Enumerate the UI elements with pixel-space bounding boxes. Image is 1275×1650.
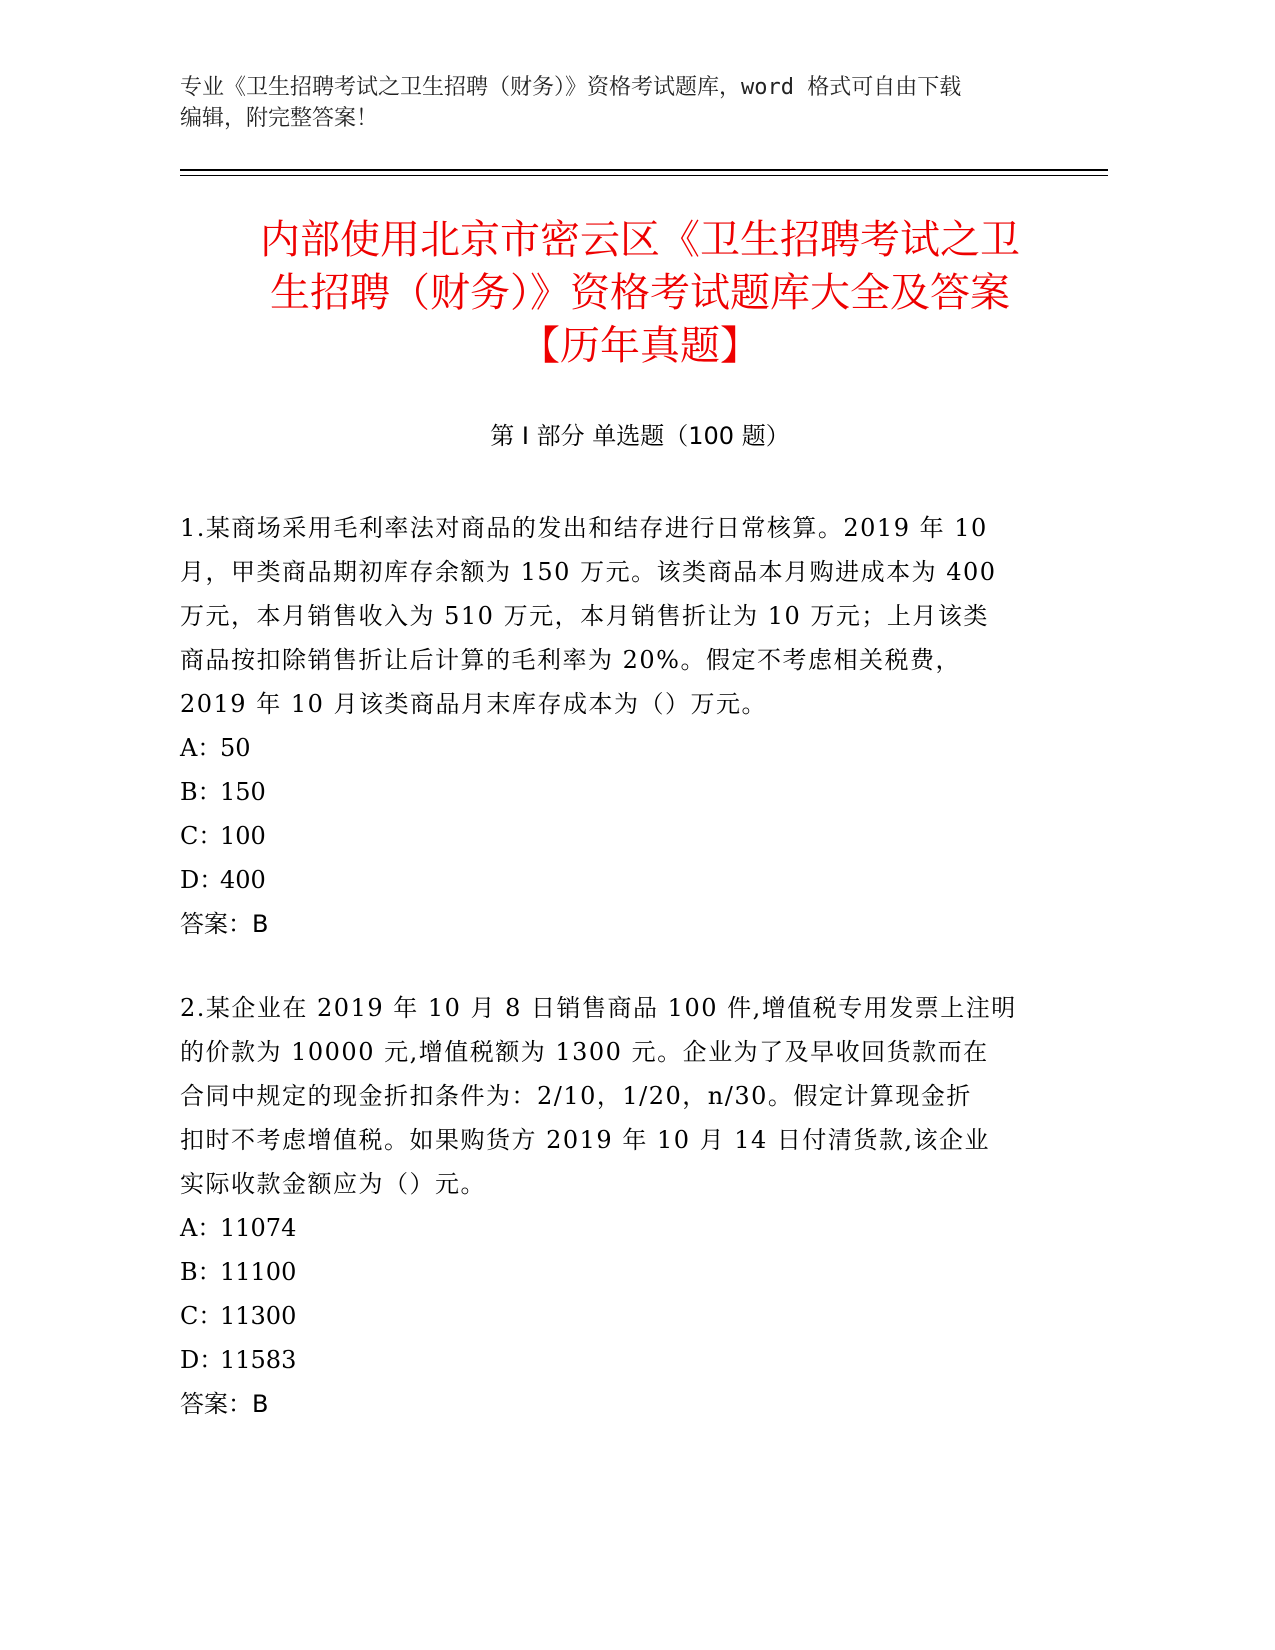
option-a — [180, 726, 1040, 770]
section-heading: 第 I 部分 单选题（100 题） — [490, 422, 790, 450]
option-d — [180, 1338, 1040, 1382]
stem-line: 实际收款金额应为（）元。 — [180, 1170, 486, 1198]
option-letter: D： — [180, 866, 224, 894]
option-letter: B： — [180, 778, 222, 806]
option-a — [180, 1206, 1040, 1250]
stem-line: 的价款为 10000 元,增值税额为 1300 元。企业为了及早收回货款而在 — [180, 1038, 989, 1066]
option-value: 11583 — [220, 1346, 297, 1374]
stem-line: 2.某企业在 2019 年 10 月 8 日销售商品 100 件,增值税专用发票上注明 — [180, 994, 1017, 1022]
answer-line: 答案：B — [180, 1390, 269, 1418]
stem-line: 扣时不考虑增值税。如果购货方 2019 年 10 月 14 日付清货款,该企业 — [180, 1126, 991, 1154]
answer-line: 答案：B — [180, 910, 269, 938]
option-letter: D： — [180, 1346, 224, 1374]
option-value: 100 — [220, 822, 266, 850]
header-note-line: 编辑，附完整答案！ — [180, 106, 379, 131]
option-b — [180, 1250, 1040, 1294]
stem-line: 月，甲类商品期初库存余额为 150 万元。该类商品本月购进成本为 400 — [180, 558, 997, 586]
question-stem — [180, 986, 1040, 1206]
option-d — [180, 858, 1040, 902]
title-line: 【历年真题】 — [520, 323, 760, 369]
option-letter: C： — [180, 1302, 223, 1330]
stem-line: 万元，本月销售收入为 510 万元，本月销售折让为 10 万元；上月该类 — [180, 602, 989, 630]
title-line: 生招聘（财务）》资格考试题库大全及答案 — [270, 270, 1010, 316]
option-letter: A： — [180, 1214, 222, 1242]
question-1 — [180, 506, 1040, 946]
stem-line: 1.某商场采用毛利率法对商品的发出和结存进行日常核算。2019 年 10 — [180, 514, 988, 542]
stem-line: 2019 年 10 月该类商品月末库存成本为（）万元。 — [180, 690, 768, 718]
header-divider — [180, 175, 1108, 176]
option-value: 11100 — [220, 1258, 297, 1286]
question-2 — [180, 986, 1040, 1426]
stem-line: 合同中规定的现金折扣条件为：2/10，1/20，n/30。假定计算现金折 — [180, 1082, 972, 1110]
option-value: 50 — [220, 734, 251, 762]
stem-line: 商品按扣除销售折让后计算的毛利率为 20%。假定不考虑相关税费， — [180, 646, 961, 674]
title-line: 内部使用北京市密云区《卫生招聘考试之卫 — [260, 217, 1020, 263]
option-value: 11300 — [220, 1302, 297, 1330]
option-c — [180, 1294, 1040, 1338]
option-value: 150 — [220, 778, 266, 806]
question-stem — [180, 506, 1040, 726]
document-title — [180, 214, 1100, 373]
header-divider — [180, 169, 1108, 171]
header-note-line: 专业《卫生招聘考试之卫生招聘（财务）》资格考试题库，word 格式可自由下载 — [180, 75, 962, 100]
option-letter: B： — [180, 1258, 222, 1286]
option-letter: A： — [180, 734, 222, 762]
option-b — [180, 770, 1040, 814]
option-value: 400 — [220, 866, 266, 894]
header-note — [180, 72, 1080, 134]
option-letter: C： — [180, 822, 223, 850]
option-c — [180, 814, 1040, 858]
option-value: 11074 — [220, 1214, 297, 1242]
